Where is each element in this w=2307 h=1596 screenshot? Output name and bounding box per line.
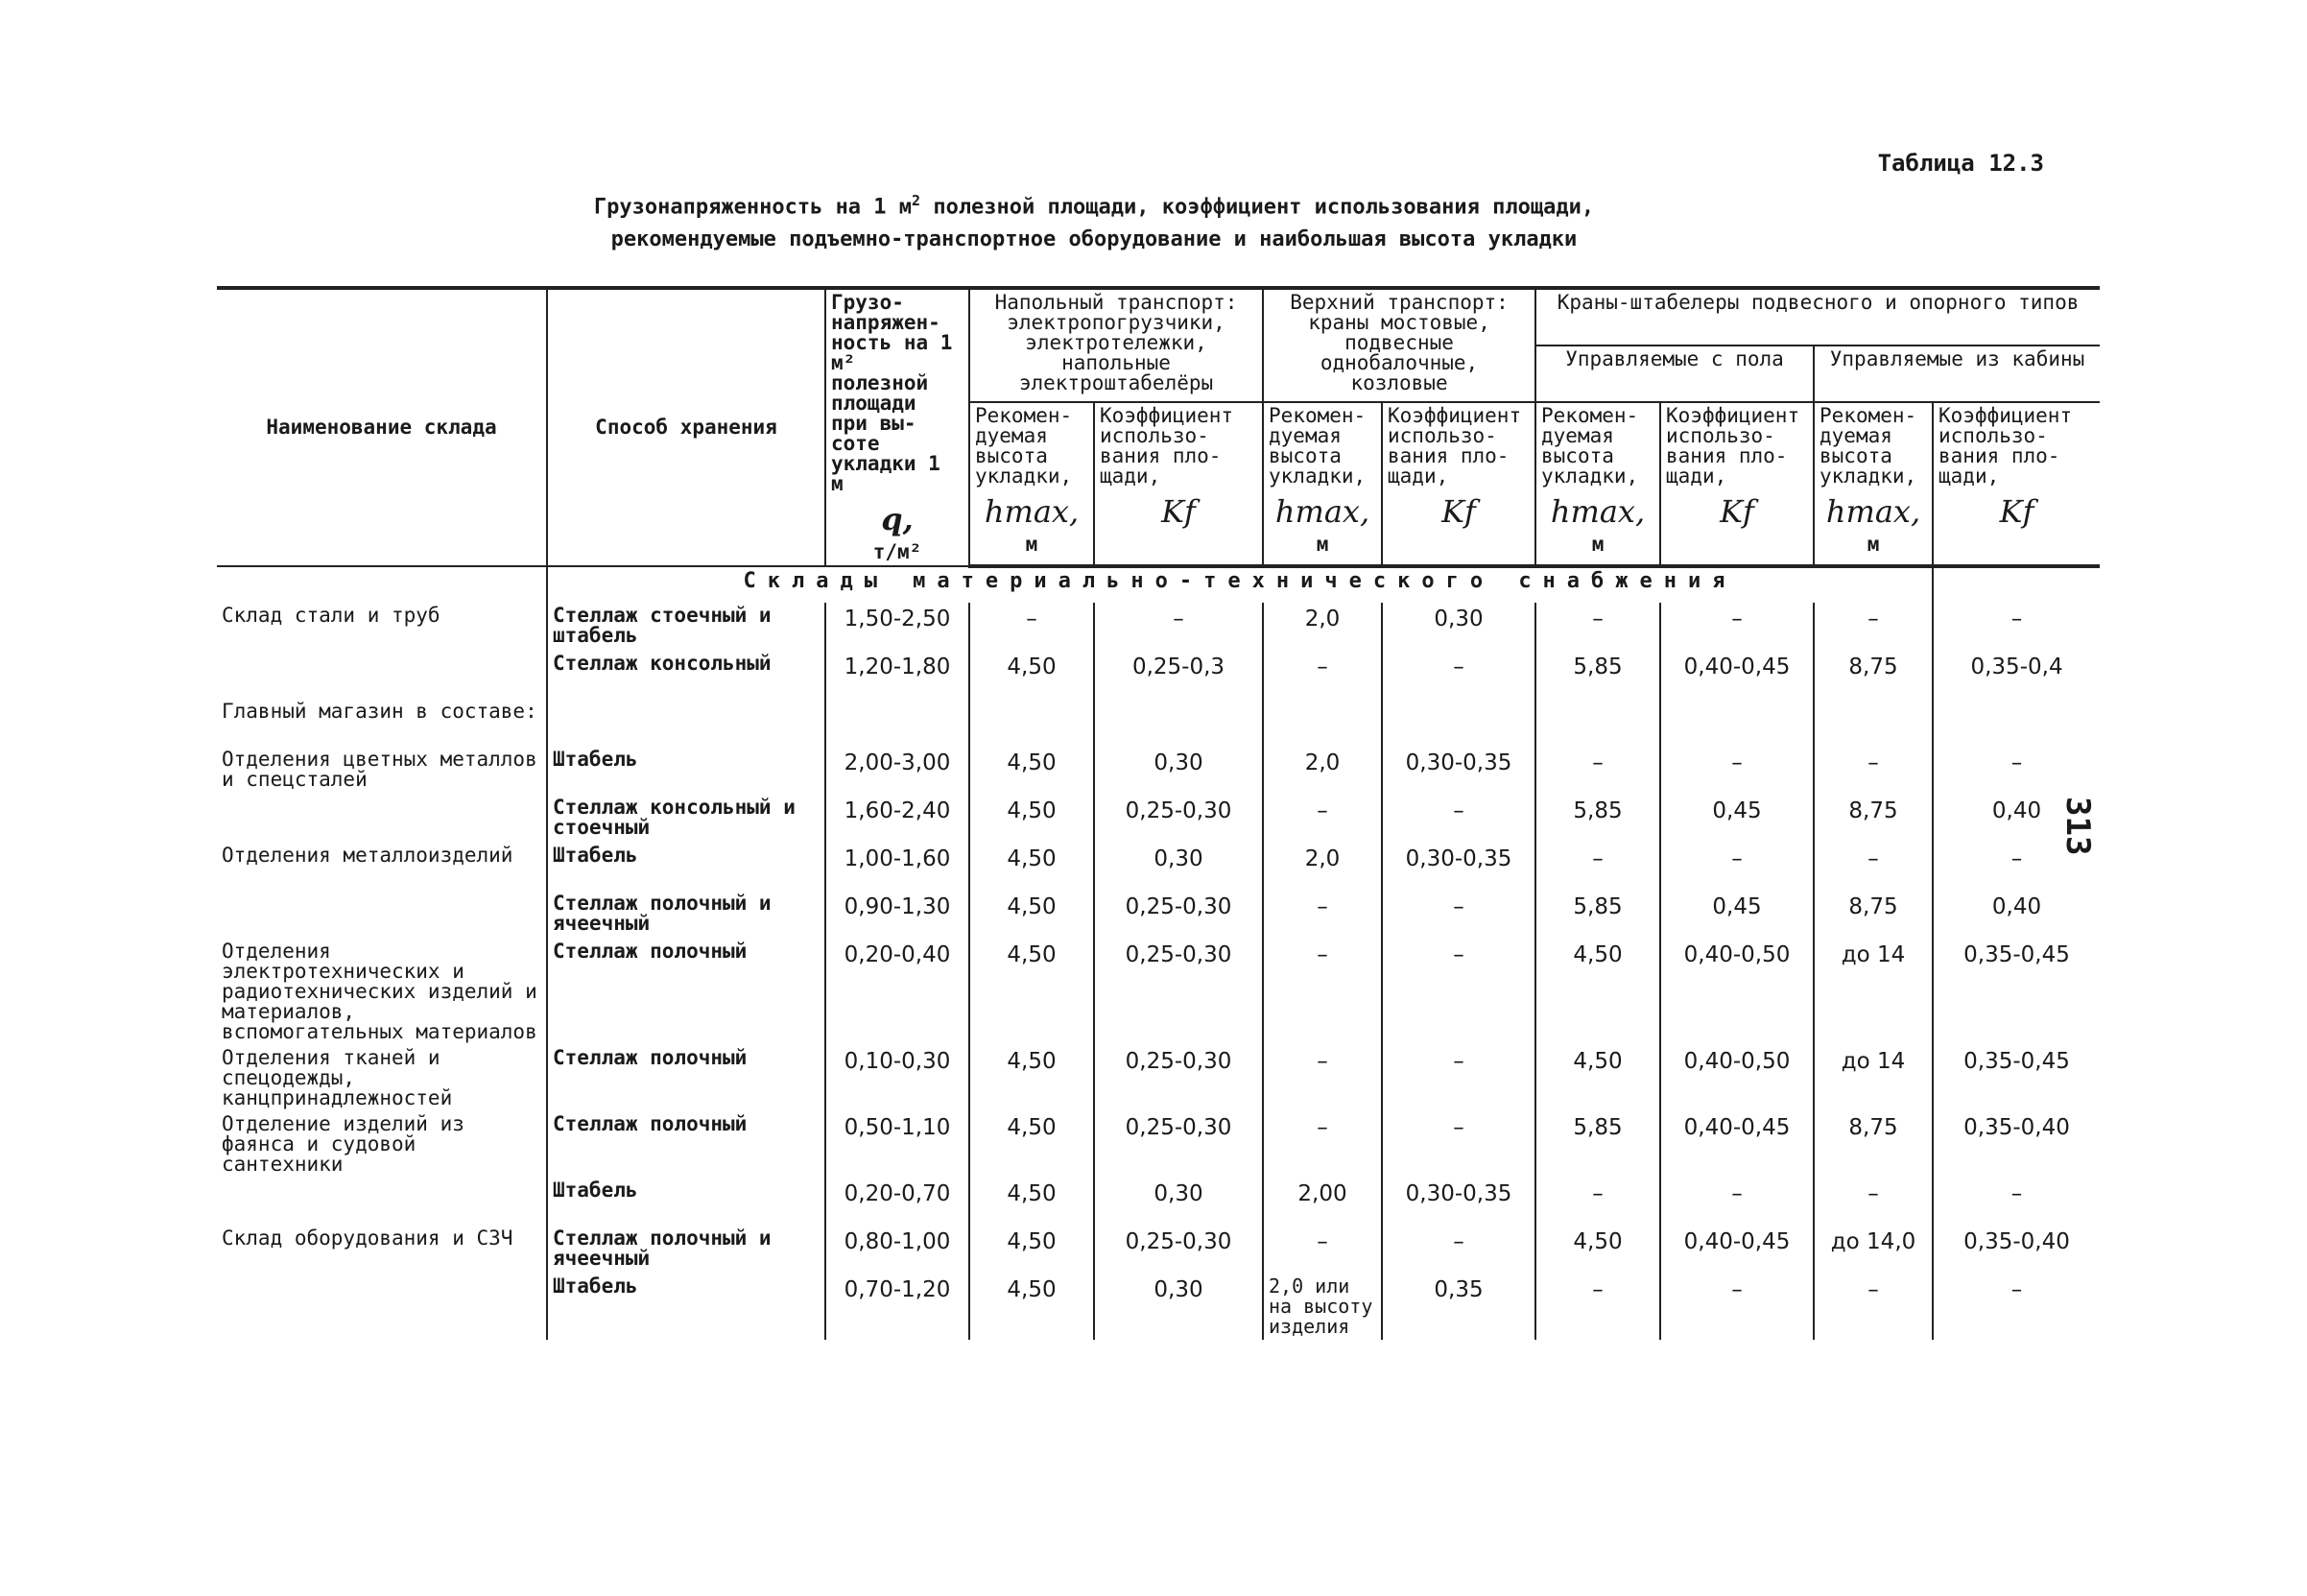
cell-k2: 0,30-0,35 [1382, 747, 1535, 795]
cell-k3: 0,40-0,45 [1660, 1226, 1814, 1274]
cell-name: Отделения металлоизделий [217, 843, 547, 891]
cell-q: 0,20-0,40 [825, 939, 969, 1045]
cell-k4: 0,40 [1933, 891, 2100, 939]
cell-k4: 0,35-0,40 [1933, 1226, 2100, 1274]
cell-h4: – [1814, 843, 1933, 891]
cell-q: 0,70-1,20 [825, 1274, 969, 1340]
cell-k3: 0,40-0,45 [1660, 651, 1814, 699]
h-symbol-3: hmax, [1550, 492, 1646, 530]
cell-q: 0,50-1,10 [825, 1111, 969, 1178]
header-coef-2 [1382, 402, 1535, 566]
cell-k4: 0,35-0,45 [1933, 939, 2100, 1045]
cell-method: Стеллаж полочный и ячеечный [547, 1226, 825, 1274]
cell-h3: – [1535, 1178, 1660, 1226]
table-row [217, 891, 2100, 939]
table-row [217, 1178, 2100, 1226]
cell-name: Отделение изделий из фаянса и судовой сантехники [217, 1111, 547, 1178]
header-rec-height-4 [1814, 402, 1933, 566]
cell-h4: 8,75 [1814, 795, 1933, 843]
cell-k2: 0,35 [1382, 1274, 1535, 1340]
cell-h2: – [1263, 939, 1382, 1045]
cell-method: Штабель [547, 843, 825, 891]
cell-name: Отделения цветных металлов и спецсталей [217, 747, 547, 795]
section-title: Склады материально-технического снабжения [547, 566, 1933, 603]
cell-name: Отделения электротехнических и радиотехнических изделий и материалов, вспомогательных материалов [217, 939, 547, 1045]
table-label: Таблица 12.3 [1877, 150, 2044, 177]
cell-h1: 4,50 [969, 747, 1094, 795]
cell-h1: 4,50 [969, 651, 1094, 699]
cell-h1: 4,50 [969, 891, 1094, 939]
table-row [217, 651, 2100, 699]
header-load [825, 288, 969, 566]
cell-q: 2,00-3,00 [825, 747, 969, 795]
header-overhead-transport: Верхний транспорт: краны мостовые, подвесные однобалочные, козловые [1263, 288, 1535, 402]
table-container [217, 286, 2100, 1340]
cell-h2: 2,00 [1263, 1178, 1382, 1226]
cell-k2: – [1382, 891, 1535, 939]
header-coef-3 [1660, 402, 1814, 566]
cell-h2: – [1263, 1226, 1382, 1274]
cell-k4: – [1933, 1274, 2100, 1340]
cell-h4: до 14,0 [1814, 1226, 1933, 1274]
cell-k1: 0,30 [1094, 1178, 1263, 1226]
cell-k2: 0,30 [1382, 603, 1535, 651]
cell-name [217, 891, 547, 939]
cell-k3: 0,45 [1660, 891, 1814, 939]
cell-h2 [1263, 699, 1382, 747]
cell-k2: – [1382, 795, 1535, 843]
header-load-text: Грузо-напряжен-ность на 1 м² полезной площади при вы-соте укладки 1 м [831, 291, 953, 495]
cell-k4: – [1933, 1178, 2100, 1226]
cell-h2: 2,0 [1263, 843, 1382, 891]
cell-k3: – [1660, 747, 1814, 795]
cell-k1 [1094, 699, 1263, 747]
cell-h3: 4,50 [1535, 1045, 1660, 1111]
cell-k3: 0,45 [1660, 795, 1814, 843]
k-symbol-2: Kf [1441, 492, 1476, 530]
cell-h2: – [1263, 795, 1382, 843]
cell-h1: 4,50 [969, 795, 1094, 843]
cell-k4: 0,35-0,4 [1933, 651, 2100, 699]
cell-k1: 0,30 [1094, 747, 1263, 795]
header-method: Способ хранения [547, 288, 825, 566]
cell-k2: – [1382, 1226, 1535, 1274]
cell-h3 [1535, 699, 1660, 747]
rec-height-label-2: Рекомен-дуемая высота укладки, [1269, 403, 1367, 488]
cell-h1: 4,50 [969, 1178, 1094, 1226]
cell-h4: 8,75 [1814, 651, 1933, 699]
cell-h2: 2,0 [1263, 747, 1382, 795]
cell-h4: до 14 [1814, 1045, 1933, 1111]
cell-name [217, 651, 547, 699]
cell-k1: 0,25-0,30 [1094, 1111, 1263, 1178]
cell-h4: – [1814, 747, 1933, 795]
cell-h3: 5,85 [1535, 891, 1660, 939]
cell-method: Штабель [547, 1274, 825, 1340]
cell-k4: – [1933, 843, 2100, 891]
cell-k3: 0,40-0,45 [1660, 1111, 1814, 1178]
table-caption [307, 184, 1881, 256]
table-row [217, 1111, 2100, 1178]
cell-name [217, 795, 547, 843]
cell-k2: – [1382, 1045, 1535, 1111]
cell-h1: 4,50 [969, 843, 1094, 891]
header-coef-1 [1094, 402, 1263, 566]
cell-k1: 0,25-0,3 [1094, 651, 1263, 699]
cell-method: Штабель [547, 747, 825, 795]
page-number: 313 [2058, 797, 2097, 856]
coef-label-3: Коэффициент использо-вания пло-щади, [1666, 403, 1800, 488]
cell-q [825, 699, 969, 747]
cell-h3: – [1535, 1274, 1660, 1340]
unit-m-3: м [1591, 532, 1605, 556]
header-floor-controlled: Управляемые с пола [1535, 345, 1814, 401]
table-body [217, 566, 2100, 1340]
cell-k2: 0,30-0,35 [1382, 1178, 1535, 1226]
cell-h1: 4,50 [969, 1045, 1094, 1111]
cell-h3: – [1535, 747, 1660, 795]
cell-k4 [1933, 699, 2100, 747]
section-row [217, 566, 2100, 603]
coef-label-1: Коэффициент использо-вания пло-щади, [1100, 403, 1234, 488]
cell-k1: 0,25-0,30 [1094, 939, 1263, 1045]
cell-k4: – [1933, 747, 2100, 795]
cell-method: Стеллаж полочный и ячеечный [547, 891, 825, 939]
rec-height-label-3: Рекомен-дуемая высота укладки, [1541, 403, 1639, 488]
header-name: Наименование склада [217, 288, 547, 566]
cell-h4: 8,75 [1814, 1111, 1933, 1178]
cell-method: Стеллаж полочный [547, 939, 825, 1045]
header-stacker-cranes: Краны-штабелеры подвесного и опорного типов [1535, 288, 2100, 345]
table-row [217, 1226, 2100, 1274]
cell-name: Главный магазин в составе: [217, 699, 547, 747]
cell-h2: 2,0 [1263, 603, 1382, 651]
cell-h1: 4,50 [969, 1274, 1094, 1340]
cell-q: 0,20-0,70 [825, 1178, 969, 1226]
cell-k2: – [1382, 939, 1535, 1045]
cell-k2: 0,30-0,35 [1382, 843, 1535, 891]
cell-k2: – [1382, 651, 1535, 699]
header-rec-height-3 [1535, 402, 1660, 566]
cell-name: Отделения тканей и спецодежды, канцпринадлежностей [217, 1045, 547, 1111]
cell-h2: – [1263, 1045, 1382, 1111]
cell-q: 0,10-0,30 [825, 1045, 969, 1111]
caption-line-1-post: полезной площади, коэффициент использования площади, [920, 195, 1595, 220]
caption-superscript: 2 [912, 192, 921, 209]
load-unit: т/м² [872, 540, 922, 563]
cell-k3: 0,40-0,50 [1660, 939, 1814, 1045]
cell-h2: – [1263, 1111, 1382, 1178]
cell-method: Стеллаж консольный и стоечный [547, 795, 825, 843]
cell-k2: – [1382, 1111, 1535, 1178]
cell-method: Стеллаж полочный [547, 1045, 825, 1111]
cell-k4: 0,40 [1933, 795, 2100, 843]
table-row [217, 603, 2100, 651]
cell-q: 1,60-2,40 [825, 795, 969, 843]
unit-m-1: м [1025, 532, 1038, 556]
load-symbol: q, [881, 501, 914, 537]
unit-m-4: м [1867, 532, 1880, 556]
cell-method: Стеллаж стоечный и штабель [547, 603, 825, 651]
cell-q: 1,50-2,50 [825, 603, 969, 651]
cell-k3: – [1660, 603, 1814, 651]
h-symbol-1: hmax, [984, 492, 1080, 530]
cell-h3: 4,50 [1535, 1226, 1660, 1274]
cell-h2: 2,0 или на высоту изделия [1263, 1274, 1382, 1340]
cell-h3: 5,85 [1535, 651, 1660, 699]
cell-k1: – [1094, 603, 1263, 651]
cell-name: Склад стали и труб [217, 603, 547, 651]
cell-k1: 0,25-0,30 [1094, 891, 1263, 939]
cell-k3: – [1660, 1274, 1814, 1340]
h-symbol-2: hmax, [1274, 492, 1370, 530]
cell-h4: – [1814, 603, 1933, 651]
caption-line-1 [307, 184, 1881, 224]
coef-label-4: Коэффициент использо-вания пло-щади, [1938, 403, 2073, 488]
cell-k1: 0,30 [1094, 843, 1263, 891]
cell-method: Стеллаж полочный [547, 1111, 825, 1178]
cell-q: 1,20-1,80 [825, 651, 969, 699]
k-symbol-1: Kf [1161, 492, 1196, 530]
cell-method [547, 699, 825, 747]
data-table [217, 286, 2100, 1340]
header-coef-4 [1933, 402, 2100, 566]
cell-h3: 5,85 [1535, 795, 1660, 843]
cell-k2 [1382, 699, 1535, 747]
cell-h4: до 14 [1814, 939, 1933, 1045]
cell-h4: – [1814, 1274, 1933, 1340]
cell-name [217, 1178, 547, 1226]
cell-h2: – [1263, 891, 1382, 939]
cell-q: 0,80-1,00 [825, 1226, 969, 1274]
table-row [217, 795, 2100, 843]
header-rec-height-2 [1263, 402, 1382, 566]
header-cabin-controlled: Управляемые из кабины [1814, 345, 2100, 401]
unit-m-2: м [1316, 532, 1329, 556]
cell-method: Штабель [547, 1178, 825, 1226]
cell-name [217, 1274, 547, 1340]
k-symbol-4: Kf [1999, 492, 2034, 530]
caption-line-1-pre: Грузонапряженность на 1 м [593, 195, 913, 220]
cell-h1 [969, 699, 1094, 747]
cell-k3 [1660, 699, 1814, 747]
table-row [217, 939, 2100, 1045]
table-row [217, 747, 2100, 795]
cell-h3: – [1535, 843, 1660, 891]
cell-k1: 0,25-0,30 [1094, 795, 1263, 843]
table-row [217, 1274, 2100, 1340]
cell-h3: 4,50 [1535, 939, 1660, 1045]
cell-k4: – [1933, 603, 2100, 651]
rec-height-label-1: Рекомен-дуемая высота укладки, [975, 403, 1073, 488]
cell-h3: 5,85 [1535, 1111, 1660, 1178]
cell-h3: – [1535, 603, 1660, 651]
table-row [217, 843, 2100, 891]
cell-k1: 0,25-0,30 [1094, 1045, 1263, 1111]
table-row [217, 1045, 2100, 1111]
cell-h1: 4,50 [969, 939, 1094, 1045]
header-rec-height-1 [969, 402, 1094, 566]
cell-h4: 8,75 [1814, 891, 1933, 939]
cell-h4: – [1814, 1178, 1933, 1226]
coef-label-2: Коэффициент использо-вания пло-щади, [1388, 403, 1522, 488]
cell-k1: 0,25-0,30 [1094, 1226, 1263, 1274]
table-header [217, 288, 2100, 566]
header-floor-transport: Напольный транспорт: электропогрузчики, электротележки, напольные электроштабелёры [969, 288, 1263, 402]
cell-q: 0,90-1,30 [825, 891, 969, 939]
rec-height-label-4: Рекомен-дуемая высота укладки, [1819, 403, 1917, 488]
cell-k3: 0,40-0,50 [1660, 1045, 1814, 1111]
cell-h2: – [1263, 651, 1382, 699]
k-symbol-3: Kf [1720, 492, 1754, 530]
cell-k3: – [1660, 1178, 1814, 1226]
cell-k1: 0,30 [1094, 1274, 1263, 1340]
cell-method: Стеллаж консольный [547, 651, 825, 699]
cell-h4 [1814, 699, 1933, 747]
table-row [217, 699, 2100, 747]
cell-k4: 0,35-0,45 [1933, 1045, 2100, 1111]
cell-k4: 0,35-0,40 [1933, 1111, 2100, 1178]
cell-h1: 4,50 [969, 1111, 1094, 1178]
cell-h1: 4,50 [969, 1226, 1094, 1274]
cell-q: 1,00-1,60 [825, 843, 969, 891]
cell-name: Склад оборудования и СЗЧ [217, 1226, 547, 1274]
cell-k3: – [1660, 843, 1814, 891]
cell-h1: – [969, 603, 1094, 651]
caption-line-2: рекомендуемые подъемно-транспортное оборудование и наибольшая высота укладки [610, 227, 1578, 252]
h-symbol-4: hmax, [1825, 492, 1921, 530]
